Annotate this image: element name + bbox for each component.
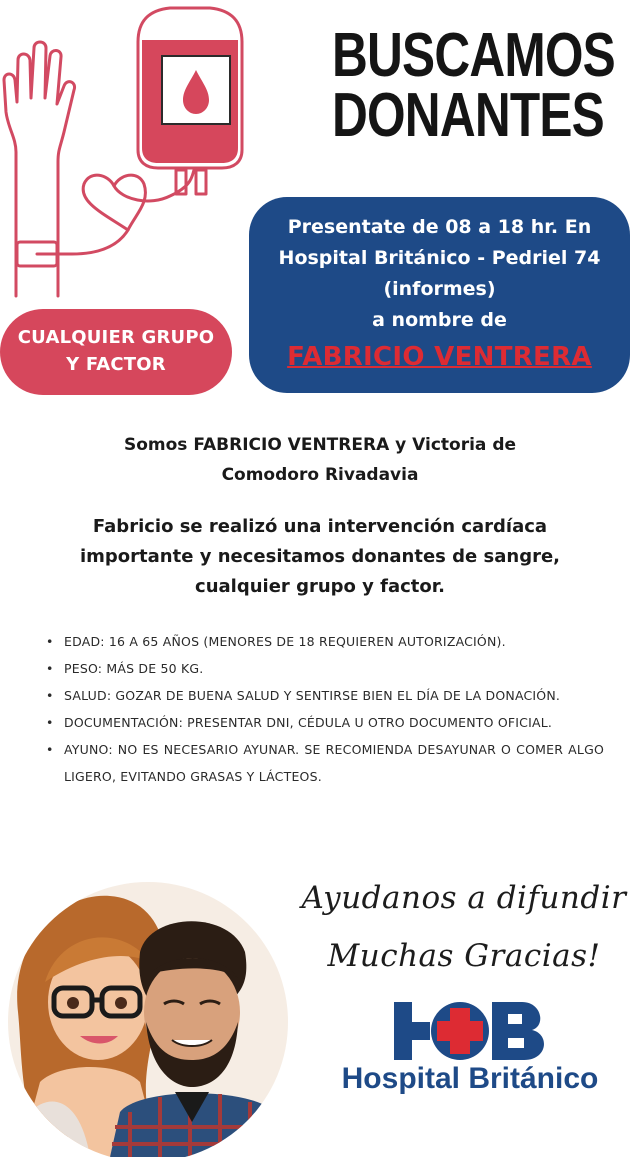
intro-line-1: Somos FABRICIO VENTRERA y Victoria de: [123, 435, 517, 455]
info-box: [249, 197, 630, 393]
bullet-icon: •: [46, 634, 54, 649]
hand-icon: [4, 42, 75, 296]
requirements-list: [46, 628, 604, 790]
requirement-text: PESO: MÁS DE 50 KG.: [64, 661, 204, 676]
headline-line-1: BUSCAMOS: [332, 21, 615, 90]
headline: [332, 21, 615, 150]
requirement-item: [46, 628, 604, 655]
info-line-3: (informes): [383, 278, 496, 300]
message-line-2: importante y necesitamos donantes de sangre,: [80, 546, 560, 567]
info-line-2: Hospital Británico - Pedriel 74: [278, 247, 601, 269]
blood-type-pill: [0, 309, 232, 395]
hospital-cross-icon: [431, 1002, 489, 1060]
requirement-text: AYUNO: NO ES NECESARIO AYUNAR. SE RECOMIENDA DESAYUNAR O COMER ALGO LIGERO, EVITANDO GRASAS Y LÁCTEOS.: [64, 742, 604, 784]
hospital-logo: [392, 1000, 552, 1062]
couple-illustration: [0, 882, 300, 1157]
blood-donation-illustration: [0, 0, 270, 300]
requirement-text: SALUD: GOZAR DE BUENA SALUD Y SENTIRSE BIEN EL DÍA DE LA DONACIÓN.: [64, 688, 561, 703]
requirement-item: [46, 736, 604, 790]
hospital-name: Hospital Británico: [341, 1062, 599, 1095]
closing-line-2: Muchas Gracias!: [327, 938, 601, 974]
requirement-text: DOCUMENTACIÓN: PRESENTAR DNI, CÉDULA U OTRO DOCUMENTO OFICIAL.: [64, 715, 553, 730]
patient-name: FABRICIO VENTRERA: [287, 342, 592, 372]
pill-line-2: Y FACTOR: [66, 354, 166, 375]
requirement-text: EDAD: 16 A 65 AÑOS (MENORES DE 18 REQUIEREN AUTORIZACIÓN).: [64, 634, 506, 649]
headline-line-2: DONANTES: [332, 81, 604, 150]
heart-icon: [83, 175, 145, 230]
info-line-1: Presentate de 08 a 18 hr. En: [287, 216, 592, 238]
bullet-icon: •: [46, 715, 54, 730]
requirement-item: [46, 682, 604, 709]
bullet-icon: •: [46, 661, 54, 676]
bullet-icon: •: [46, 688, 54, 703]
bullet-icon: •: [46, 742, 54, 757]
intro-paragraph: [40, 430, 600, 490]
intro-line-2: Comodoro Rivadavia: [221, 465, 419, 485]
message-paragraph: [40, 512, 600, 602]
requirement-item: [46, 655, 604, 682]
pill-line-1: CUALQUIER GRUPO: [17, 327, 215, 348]
message-line-1: Fabricio se realizó una intervención cardíaca: [92, 516, 548, 537]
closing-line-1: Ayudanos a difundir: [301, 880, 627, 916]
message-line-3: cualquier grupo y factor.: [195, 576, 445, 597]
requirement-item: [46, 709, 604, 736]
info-line-4: a nombre de: [372, 309, 507, 331]
